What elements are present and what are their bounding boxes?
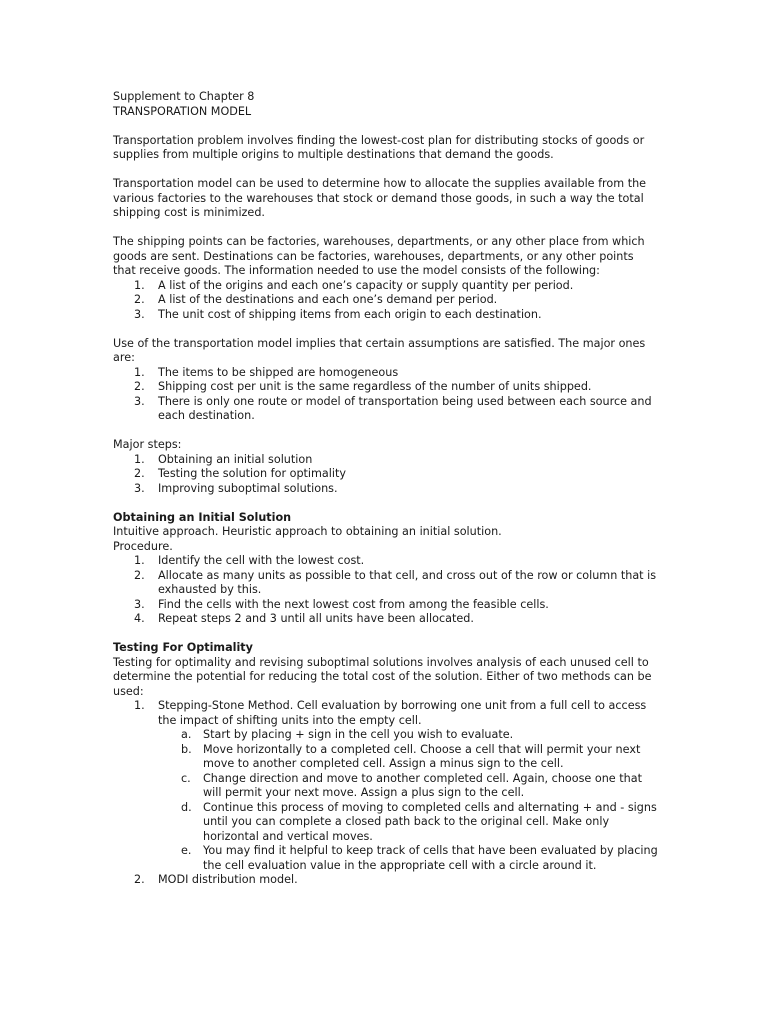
major-steps-list xyxy=(113,453,658,497)
list-item-text: A list of the destinations and each one’s demand per period. xyxy=(158,293,498,306)
document-page xyxy=(113,90,658,888)
sub-list-item xyxy=(158,844,658,873)
list-item-text: Continue this process of moving to completed cells and alternating + and - signs until you can complete a closed path back to the original cell. Make only horizontal and vertical moves. xyxy=(203,800,657,843)
assumptions-list xyxy=(113,366,658,424)
list-item xyxy=(113,308,658,323)
intro-paragraph-3: The shipping points can be factories, warehouses, departments, or any other place from which goods are sent. Destinations can be factories, warehouses, departments, or any other points that receive goods. The information needed to use the model consists of the following: xyxy=(113,235,645,277)
sub-list-item xyxy=(158,772,658,801)
list-item-text: The items to be shipped are homogeneous xyxy=(158,365,399,379)
intro-paragraph-2: Transportation model can be used to determine how to allocate the supplies available from the various factories to the warehouses that stock or demand those goods, in such a way the total shipping cost is minimized. xyxy=(113,177,647,219)
list-marker: 2. xyxy=(134,467,145,480)
spacer xyxy=(113,496,658,511)
list-marker: 3. xyxy=(134,307,145,321)
list-marker: 2. xyxy=(134,380,145,393)
list-item xyxy=(113,380,658,395)
list-item xyxy=(113,293,658,308)
list-item xyxy=(113,395,658,424)
list-item-text: Allocate as many units as possible to that cell, and cross out of the row or column that is exhausted by this. xyxy=(158,568,657,596)
list-item-text: Move horizontally to a completed cell. Choose a cell that will permit your next move to another completed cell. Assign a minus sign to the cell. xyxy=(203,742,641,770)
list-marker: 3. xyxy=(134,481,145,495)
spacer xyxy=(113,627,658,642)
list-item-text: The unit cost of shipping items from each origin to each destination. xyxy=(158,307,542,321)
section-heading-initial-solution: Obtaining an Initial Solution xyxy=(113,510,292,524)
spacer xyxy=(113,424,658,439)
list-marker: 1. xyxy=(134,554,145,567)
list-marker: b. xyxy=(181,742,192,756)
list-item-text: Identify the cell with the lowest cost. xyxy=(158,554,365,567)
list-item xyxy=(113,873,658,888)
list-item-text: Testing the solution for optimality xyxy=(158,467,347,480)
list-marker: c. xyxy=(181,771,191,785)
sub-steps-list xyxy=(158,728,658,873)
list-marker: 4. xyxy=(134,612,145,625)
list-item xyxy=(113,279,658,294)
list-item-text: Change direction and move to another completed cell. Again, choose one that will permit your next move. Assign a plus sign to the cell. xyxy=(203,771,642,799)
list-marker: 3. xyxy=(134,597,145,611)
list-item xyxy=(113,453,658,468)
assumptions-intro: Use of the transportation model implies that certain assumptions are satisfied. The major ones are: xyxy=(113,336,646,364)
list-item xyxy=(113,598,658,613)
list-item xyxy=(113,467,658,482)
list-item xyxy=(113,699,658,873)
list-item-text: MODI distribution model. xyxy=(158,873,298,886)
list-item-text: Shipping cost per unit is the same regardless of the number of units shipped. xyxy=(158,380,592,393)
procedure-list xyxy=(113,554,658,627)
list-item xyxy=(113,366,658,381)
initial-solution-line-2: Procedure. xyxy=(113,539,173,553)
list-item xyxy=(113,612,658,627)
list-marker: 3. xyxy=(134,394,145,408)
list-marker: 2. xyxy=(134,293,145,306)
list-item-text: Improving suboptimal solutions. xyxy=(158,481,338,495)
list-item-text: Find the cells with the next lowest cost from among the feasible cells. xyxy=(158,597,549,611)
list-marker: 1. xyxy=(134,699,145,712)
list-item-text: There is only one route or model of transportation being used between each source and each destination. xyxy=(158,394,652,422)
sub-list-item xyxy=(158,801,658,845)
list-marker: 2. xyxy=(134,568,145,582)
section-heading-optimality: Testing For Optimality xyxy=(113,641,253,654)
list-item-text: A list of the origins and each one’s capacity or supply quantity per period. xyxy=(158,278,574,292)
list-marker: 1. xyxy=(134,278,145,292)
document-title: TRANSPORATION MODEL xyxy=(113,104,252,118)
spacer xyxy=(113,322,658,337)
list-item xyxy=(113,569,658,598)
intro-paragraph-1: Transportation problem involves finding the lowest-cost plan for distributing stocks of goods or supplies from multiple origins to multiple destinations that demand the goods. xyxy=(113,133,645,161)
list-item-text: Obtaining an initial solution xyxy=(158,452,313,466)
methods-list xyxy=(113,699,658,888)
list-item xyxy=(113,554,658,569)
list-marker: a. xyxy=(181,728,192,741)
major-steps-label: Major steps: xyxy=(113,438,182,451)
sub-list-item xyxy=(158,728,658,743)
list-marker: 2. xyxy=(134,873,145,886)
spacer xyxy=(113,221,658,236)
list-item xyxy=(113,482,658,497)
list-marker: e. xyxy=(181,844,192,857)
list-marker: 1. xyxy=(134,452,145,466)
supplement-title: Supplement to Chapter 8 xyxy=(113,90,255,103)
info-list xyxy=(113,279,658,323)
optimality-intro: Testing for optimality and revising suboptimal solutions involves analysis of each unused cell to determine the potential for reducing the total cost of the solution. Either of two methods can be used: xyxy=(113,655,652,698)
initial-solution-line-1: Intuitive approach. Heuristic approach to obtaining an initial solution. xyxy=(113,525,502,538)
list-item-text: You may find it helpful to keep track of cells that have been evaluated by placing the cell evaluation value in the appropriate cell with a circle around it. xyxy=(203,844,658,872)
list-item-text: Stepping-Stone Method. Cell evaluation by borrowing one unit from a full cell to access the impact of shifting units into the empty cell. xyxy=(158,699,647,727)
spacer xyxy=(113,119,658,134)
list-item-text: Start by placing + sign in the cell you wish to evaluate. xyxy=(203,728,514,741)
sub-list-item xyxy=(158,743,658,772)
spacer xyxy=(113,163,658,178)
list-marker: 1. xyxy=(134,365,145,379)
list-marker: d. xyxy=(181,800,192,814)
list-item-text: Repeat steps 2 and 3 until all units have been allocated. xyxy=(158,612,474,625)
